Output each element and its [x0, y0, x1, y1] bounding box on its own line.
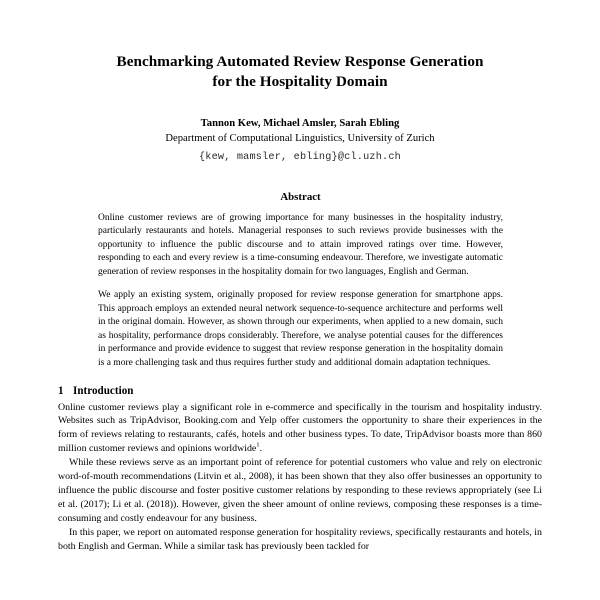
section-heading-label: Introduction [73, 384, 134, 397]
body-paragraph: In this paper, we report on automated response generation for hospitality reviews, specifically restaurants and hotels, in both English and German. While a similar task has previously been tackled for [58, 526, 542, 552]
title-block [0, 0, 600, 91]
author-names: Tannon Kew, Michael Amsler, Sarah Ebling [200, 118, 400, 129]
section-introduction [0, 385, 600, 554]
body-paragraph: While these reviews serve as an important point of reference for potential customers who value and rely on electronic word-of-mouth recommendations (Litvin et al., 2008), it has been shown that they also offer businesses an opportunity to influence the public discourse and foster positive customer relations by responding to these reviews appropriately (see Li et al. (2017); Li et al. (2018)). However, given the sheer amount of online reviews, composing these responses is a time-consuming and costly endeavour for any business. [58, 457, 542, 524]
body-paragraph [58, 401, 542, 457]
title-line-1: Benchmarking Automated Review Response Generation [116, 53, 484, 70]
paragraph-text-tail: . [259, 443, 263, 455]
title-line-2: for the Hospitality Domain [212, 72, 388, 90]
abstract-paragraph: Online customer reviews are of growing importance for many businesses in the hospitality industry, particularly restaurants and hotels. Managerial responses to such reviews provide businesses with the opportunity to influence the public discourse and to attain improved ratings over time. However, responding to each and every review is a time-consuming endeavour. Therefore, we investigate automatic generation of review responses in the hospitality domain for two languages, English and German. [98, 212, 503, 277]
section-heading [58, 385, 542, 397]
abstract-section [0, 191, 600, 371]
abstract-heading: Abstract [280, 190, 321, 203]
author-block [0, 117, 600, 165]
footnote-marker[interactable]: 1 [256, 441, 260, 449]
section-number: 1 [58, 384, 64, 397]
page-title [85, 52, 515, 91]
abstract-paragraph: We apply an existing system, originally proposed for review response generation for smartphone apps. This approach employs an extended neural network sequence-to-sequence architecture and performs well in the original domain. However, as shown through our experiments, when applied to a new domain, such as hospitality, performance drops considerably. Therefore, we analyse potential causes for the differences in performance and provide evidence to suggest that review response generation in the hospitality domain is a more challenging task and thus requires further study and additional domain adaptation techniques. [98, 290, 503, 368]
author-email[interactable]: {kew, mamsler, ebling}@cl.uzh.ch [198, 151, 402, 163]
author-affiliation: Department of Computational Linguistics, University of Zurich [165, 133, 435, 144]
paragraph-text: Online customer reviews play a significant role in e-commerce and specifically in the tourism and hospitality industry. Websites such as TripAdvisor, Booking.com and Yelp offer customers the opportunity to share their experiences in the form of reviews relating to restaurants, cafés, hotels and other business types. To date, TripAdvisor boasts more than 860 million customer reviews and opinions worldwide [58, 401, 542, 455]
